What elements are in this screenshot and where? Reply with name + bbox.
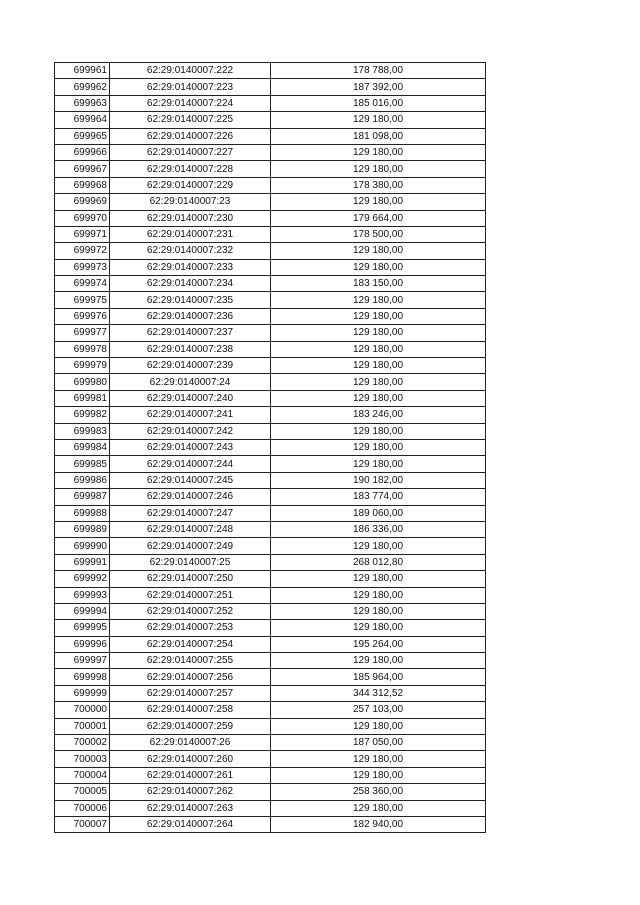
- row-number-cell: 700001: [55, 718, 110, 734]
- table-body: [55, 63, 486, 833]
- cadastral-value-cell: 185 016,00: [271, 95, 486, 111]
- cadastral-number-cell: 62:29:0140007:26: [110, 735, 271, 751]
- row-number-cell: 699963: [55, 95, 110, 111]
- row-number-cell: 700000: [55, 702, 110, 718]
- row-number-cell: 700004: [55, 767, 110, 783]
- cadastral-value-cell: 129 180,00: [271, 538, 486, 554]
- cadastral-number-cell: 62:29:0140007:238: [110, 341, 271, 357]
- table-row: [55, 161, 486, 177]
- table-row: [55, 538, 486, 554]
- cadastral-value-cell: 258 360,00: [271, 784, 486, 800]
- cadastral-number-cell: 62:29:0140007:254: [110, 636, 271, 652]
- cadastral-value-cell: 129 180,00: [271, 374, 486, 390]
- table-row: [55, 276, 486, 292]
- cadastral-value-cell: 185 964,00: [271, 669, 486, 685]
- row-number-cell: 699972: [55, 243, 110, 259]
- row-number-cell: 699991: [55, 554, 110, 570]
- cadastral-number-cell: 62:29:0140007:250: [110, 571, 271, 587]
- cadastral-number-cell: 62:29:0140007:251: [110, 587, 271, 603]
- row-number-cell: 699998: [55, 669, 110, 685]
- cadastral-value-cell: 181 098,00: [271, 128, 486, 144]
- cadastral-value-cell: 183 246,00: [271, 407, 486, 423]
- table-row: [55, 456, 486, 472]
- cadastral-value-cell: 129 180,00: [271, 292, 486, 308]
- cadastral-value-cell: 129 180,00: [271, 112, 486, 128]
- row-number-cell: 699982: [55, 407, 110, 423]
- cadastral-value-cell: 129 180,00: [271, 358, 486, 374]
- cadastral-value-cell: 129 180,00: [271, 161, 486, 177]
- table-row: [55, 505, 486, 521]
- table-row: [55, 554, 486, 570]
- row-number-cell: 700003: [55, 751, 110, 767]
- cadastral-number-cell: 62:29:0140007:225: [110, 112, 271, 128]
- cadastral-number-cell: 62:29:0140007:240: [110, 390, 271, 406]
- table-row: [55, 653, 486, 669]
- cadastral-number-cell: 62:29:0140007:247: [110, 505, 271, 521]
- row-number-cell: 699969: [55, 194, 110, 210]
- cadastral-number-cell: 62:29:0140007:237: [110, 325, 271, 341]
- cadastral-number-cell: 62:29:0140007:258: [110, 702, 271, 718]
- cadastral-number-cell: 62:29:0140007:25: [110, 554, 271, 570]
- cadastral-number-cell: 62:29:0140007:224: [110, 95, 271, 111]
- cadastral-value-cell: 129 180,00: [271, 243, 486, 259]
- cadastral-value-table: [54, 62, 486, 833]
- row-number-cell: 699965: [55, 128, 110, 144]
- cadastral-number-cell: 62:29:0140007:248: [110, 521, 271, 537]
- cadastral-number-cell: 62:29:0140007:244: [110, 456, 271, 472]
- cadastral-number-cell: 62:29:0140007:249: [110, 538, 271, 554]
- cadastral-value-cell: 129 180,00: [271, 144, 486, 160]
- cadastral-number-cell: 62:29:0140007:257: [110, 685, 271, 701]
- cadastral-value-cell: 129 180,00: [271, 603, 486, 619]
- cadastral-number-cell: 62:29:0140007:243: [110, 439, 271, 455]
- row-number-cell: 699996: [55, 636, 110, 652]
- row-number-cell: 699973: [55, 259, 110, 275]
- table-row: [55, 439, 486, 455]
- cadastral-number-cell: 62:29:0140007:222: [110, 63, 271, 79]
- table-row: [55, 144, 486, 160]
- cadastral-number-cell: 62:29:0140007:230: [110, 210, 271, 226]
- table-row: [55, 702, 486, 718]
- cadastral-value-cell: 129 180,00: [271, 423, 486, 439]
- row-number-cell: 699974: [55, 276, 110, 292]
- cadastral-value-cell: 257 103,00: [271, 702, 486, 718]
- cadastral-number-cell: 62:29:0140007:233: [110, 259, 271, 275]
- row-number-cell: 699979: [55, 358, 110, 374]
- cadastral-number-cell: 62:29:0140007:261: [110, 767, 271, 783]
- table-row: [55, 816, 486, 832]
- table-row: [55, 226, 486, 242]
- table-row: [55, 374, 486, 390]
- table-row: [55, 210, 486, 226]
- cadastral-value-cell: 129 180,00: [271, 767, 486, 783]
- table-row: [55, 472, 486, 488]
- cadastral-value-cell: 129 180,00: [271, 620, 486, 636]
- row-number-cell: 699976: [55, 308, 110, 324]
- cadastral-value-cell: 268 012,80: [271, 554, 486, 570]
- cadastral-value-cell: 129 180,00: [271, 653, 486, 669]
- cadastral-value-cell: 129 180,00: [271, 390, 486, 406]
- row-number-cell: 699989: [55, 521, 110, 537]
- cadastral-value-cell: 183 150,00: [271, 276, 486, 292]
- table-row: [55, 751, 486, 767]
- cadastral-value-cell: 195 264,00: [271, 636, 486, 652]
- cadastral-value-cell: 129 180,00: [271, 587, 486, 603]
- cadastral-number-cell: 62:29:0140007:245: [110, 472, 271, 488]
- table-row: [55, 407, 486, 423]
- row-number-cell: 699961: [55, 63, 110, 79]
- row-number-cell: 700007: [55, 816, 110, 832]
- cadastral-value-cell: 189 060,00: [271, 505, 486, 521]
- cadastral-value-cell: 129 180,00: [271, 259, 486, 275]
- row-number-cell: 699983: [55, 423, 110, 439]
- cadastral-number-cell: 62:29:0140007:231: [110, 226, 271, 242]
- table-row: [55, 325, 486, 341]
- cadastral-value-cell: 129 180,00: [271, 341, 486, 357]
- cadastral-number-cell: 62:29:0140007:255: [110, 653, 271, 669]
- row-number-cell: 699968: [55, 177, 110, 193]
- cadastral-number-cell: 62:29:0140007:242: [110, 423, 271, 439]
- table-row: [55, 620, 486, 636]
- row-number-cell: 700002: [55, 735, 110, 751]
- row-number-cell: 699975: [55, 292, 110, 308]
- row-number-cell: 700005: [55, 784, 110, 800]
- cadastral-value-cell: 129 180,00: [271, 751, 486, 767]
- table-row: [55, 800, 486, 816]
- row-number-cell: 699970: [55, 210, 110, 226]
- cadastral-value-cell: 129 180,00: [271, 308, 486, 324]
- table-row: [55, 669, 486, 685]
- row-number-cell: 699987: [55, 489, 110, 505]
- table-row: [55, 735, 486, 751]
- row-number-cell: 699994: [55, 603, 110, 619]
- table-row: [55, 292, 486, 308]
- table-row: [55, 636, 486, 652]
- table-row: [55, 587, 486, 603]
- cadastral-value-cell: 129 180,00: [271, 800, 486, 816]
- row-number-cell: 699978: [55, 341, 110, 357]
- cadastral-value-cell: 187 050,00: [271, 735, 486, 751]
- row-number-cell: 699985: [55, 456, 110, 472]
- cadastral-number-cell: 62:29:0140007:262: [110, 784, 271, 800]
- row-number-cell: 699967: [55, 161, 110, 177]
- cadastral-value-cell: 179 664,00: [271, 210, 486, 226]
- row-number-cell: 699980: [55, 374, 110, 390]
- cadastral-value-cell: 187 392,00: [271, 79, 486, 95]
- cadastral-number-cell: 62:29:0140007:229: [110, 177, 271, 193]
- cadastral-value-cell: 129 180,00: [271, 439, 486, 455]
- table-row: [55, 308, 486, 324]
- row-number-cell: 699988: [55, 505, 110, 521]
- cadastral-number-cell: 62:29:0140007:256: [110, 669, 271, 685]
- table-row: [55, 685, 486, 701]
- table-row: [55, 571, 486, 587]
- table-row: [55, 767, 486, 783]
- row-number-cell: 699995: [55, 620, 110, 636]
- row-number-cell: 699962: [55, 79, 110, 95]
- row-number-cell: 699977: [55, 325, 110, 341]
- cadastral-value-cell: 129 180,00: [271, 325, 486, 341]
- row-number-cell: 699964: [55, 112, 110, 128]
- table-row: [55, 259, 486, 275]
- row-number-cell: 699999: [55, 685, 110, 701]
- table-row: [55, 603, 486, 619]
- cadastral-number-cell: 62:29:0140007:263: [110, 800, 271, 816]
- cadastral-value-cell: 178 500,00: [271, 226, 486, 242]
- table-row: [55, 79, 486, 95]
- cadastral-number-cell: 62:29:0140007:259: [110, 718, 271, 734]
- row-number-cell: 699986: [55, 472, 110, 488]
- row-number-cell: 699997: [55, 653, 110, 669]
- table-row: [55, 128, 486, 144]
- cadastral-number-cell: 62:29:0140007:235: [110, 292, 271, 308]
- table-row: [55, 95, 486, 111]
- table-row: [55, 521, 486, 537]
- row-number-cell: 699993: [55, 587, 110, 603]
- row-number-cell: 700006: [55, 800, 110, 816]
- table-row: [55, 358, 486, 374]
- cadastral-number-cell: 62:29:0140007:264: [110, 816, 271, 832]
- row-number-cell: 699992: [55, 571, 110, 587]
- cadastral-value-cell: 344 312,52: [271, 685, 486, 701]
- cadastral-number-cell: 62:29:0140007:232: [110, 243, 271, 259]
- table-row: [55, 63, 486, 79]
- cadastral-number-cell: 62:29:0140007:227: [110, 144, 271, 160]
- cadastral-number-cell: 62:29:0140007:241: [110, 407, 271, 423]
- cadastral-number-cell: 62:29:0140007:253: [110, 620, 271, 636]
- cadastral-number-cell: 62:29:0140007:23: [110, 194, 271, 210]
- table-row: [55, 194, 486, 210]
- cadastral-value-cell: 129 180,00: [271, 456, 486, 472]
- cadastral-number-cell: 62:29:0140007:260: [110, 751, 271, 767]
- cadastral-number-cell: 62:29:0140007:223: [110, 79, 271, 95]
- row-number-cell: 699966: [55, 144, 110, 160]
- table-row: [55, 390, 486, 406]
- cadastral-value-cell: 183 774,00: [271, 489, 486, 505]
- cadastral-number-cell: 62:29:0140007:234: [110, 276, 271, 292]
- cadastral-number-cell: 62:29:0140007:24: [110, 374, 271, 390]
- cadastral-value-cell: 178 788,00: [271, 63, 486, 79]
- table-row: [55, 784, 486, 800]
- cadastral-number-cell: 62:29:0140007:228: [110, 161, 271, 177]
- row-number-cell: 699984: [55, 439, 110, 455]
- cadastral-number-cell: 62:29:0140007:252: [110, 603, 271, 619]
- cadastral-value-cell: 178 380,00: [271, 177, 486, 193]
- cadastral-value-cell: 190 182,00: [271, 472, 486, 488]
- cadastral-number-cell: 62:29:0140007:236: [110, 308, 271, 324]
- cadastral-number-cell: 62:29:0140007:226: [110, 128, 271, 144]
- row-number-cell: 699981: [55, 390, 110, 406]
- table-row: [55, 177, 486, 193]
- cadastral-number-cell: 62:29:0140007:246: [110, 489, 271, 505]
- cadastral-value-cell: 182 940,00: [271, 816, 486, 832]
- table-row: [55, 718, 486, 734]
- cadastral-value-cell: 186 336,00: [271, 521, 486, 537]
- table-row: [55, 423, 486, 439]
- row-number-cell: 699971: [55, 226, 110, 242]
- table-row: [55, 341, 486, 357]
- table-row: [55, 243, 486, 259]
- cadastral-value-cell: 129 180,00: [271, 194, 486, 210]
- row-number-cell: 699990: [55, 538, 110, 554]
- cadastral-value-cell: 129 180,00: [271, 571, 486, 587]
- table-row: [55, 112, 486, 128]
- cadastral-number-cell: 62:29:0140007:239: [110, 358, 271, 374]
- table-row: [55, 489, 486, 505]
- cadastral-value-cell: 129 180,00: [271, 718, 486, 734]
